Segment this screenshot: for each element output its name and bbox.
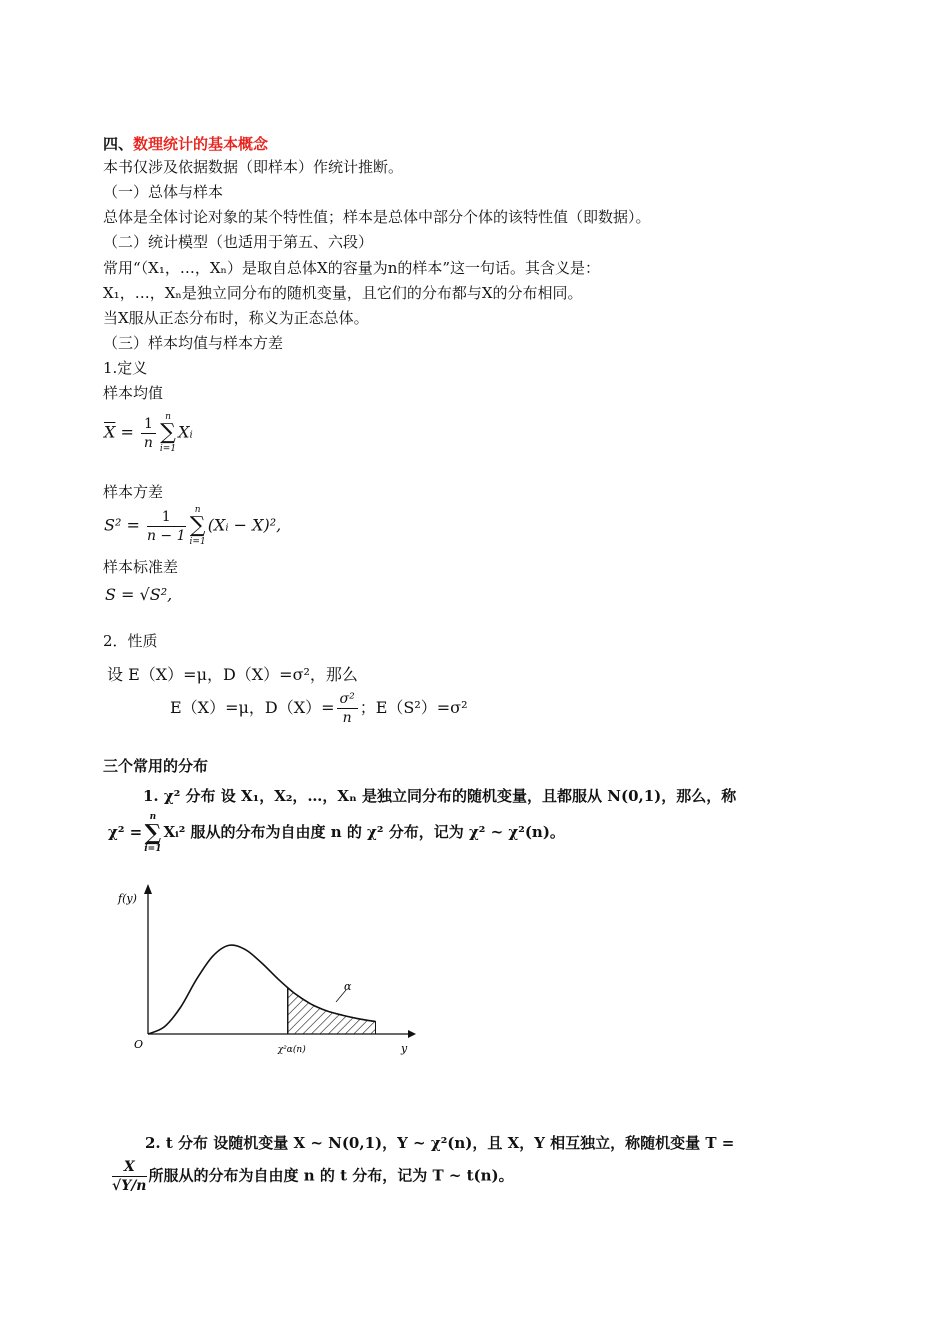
mean-sum <box>160 412 176 454</box>
t-distribution-line-2 <box>110 1158 514 1195</box>
var-sum-bot: i=1 <box>189 537 206 547</box>
text-line-sample-stddev: 样本标准差 <box>103 558 179 576</box>
var-term: (Xᵢ − X)², <box>207 515 282 535</box>
mean-fraction <box>141 415 156 452</box>
chi-lhs: χ² = <box>108 823 143 841</box>
sigma-icon: ∑ <box>144 820 162 846</box>
var-num: 1 <box>147 508 186 527</box>
quantile-label: χ²α(n) <box>277 1045 306 1055</box>
var-lhs: S² <box>104 515 122 535</box>
chi-square-density-chart <box>108 872 428 1062</box>
mean-num: 1 <box>141 415 156 434</box>
y-axis-label: f(y) <box>118 892 137 905</box>
alpha-label: α <box>344 980 352 993</box>
text-line-population-def: 总体是全体讨论对象的某个特性值；样本是总体中部分个体的该特性值（即数据）。 <box>103 208 651 226</box>
section-heading <box>103 133 268 155</box>
text-line-properties: 2．性质 <box>103 632 158 650</box>
x-axis-arrow-icon <box>408 1030 416 1038</box>
formula-property-result <box>170 690 468 727</box>
chi-sum <box>144 812 161 854</box>
var-fraction <box>147 508 186 545</box>
text-line-sample-variance: 样本方差 <box>103 483 164 501</box>
sigma-icon: ∑ <box>189 513 206 538</box>
text-line-definition: 1.定义 <box>103 359 148 377</box>
origin-label: O <box>134 1038 144 1051</box>
text-line-model-meaning: X₁，…，Xₙ是独立同分布的随机变量，且它们的分布都与X的分布相同。 <box>103 284 583 302</box>
chi-square-line-2 <box>108 812 565 854</box>
tail-area <box>288 987 376 1034</box>
formula-sample-stddev: S = √S², <box>105 585 173 604</box>
heading-title: 数理统计的基本概念 <box>133 135 269 153</box>
mean-sum-top: n <box>165 412 171 422</box>
text-line-mean-variance-heading: （三）样本均值与样本方差 <box>103 334 284 352</box>
mean-eq: = <box>120 422 134 442</box>
var-sum <box>190 505 206 547</box>
t-den: √Y/n <box>112 1178 147 1194</box>
chi-rest: Xᵢ² 服从的分布为自由度 n 的 χ² 分布，记为 χ² ~ χ²(n)。 <box>163 823 565 841</box>
chi-square-line-1: 1. χ² 分布 设 X₁，X₂，…，Xₙ 是独立同分布的随机变量，且都服从 N(0,1)，那么，称 <box>143 787 737 805</box>
distributions-heading: 三个常用的分布 <box>103 757 209 775</box>
text-line-model-heading: （二）统计模型（也适用于第五、六段） <box>103 233 374 251</box>
var-eq: = <box>126 515 140 535</box>
t-rest: 所服从的分布为自由度 n 的 t 分布，记为 T ~ t(n)。 <box>148 1166 514 1185</box>
text-line-intro: 本书仅涉及依据数据（即样本）作统计推断。 <box>103 158 404 176</box>
prop2-part-a: E（X）=μ，D（X）= <box>170 698 335 717</box>
t-distribution-line-1: 2. t 分布 设随机变量 X ~ N(0,1)，Y ~ χ²(n)，且 X，Y 相互独立，称随机变量 T = <box>145 1134 735 1152</box>
mean-lhs: $\overline{X}$ <box>104 422 116 442</box>
chi-sum-top: n <box>149 812 157 822</box>
prop2-den: n <box>342 710 352 726</box>
t-num: X <box>112 1158 147 1177</box>
text-line-model-sentence: 常用“（X₁，…，Xₙ）是取自总体X的容量为n的样本”这一句话。其含义是： <box>103 259 601 277</box>
x-axis-label: y <box>401 1042 408 1055</box>
t-fraction <box>112 1158 147 1195</box>
formula-property-given: 设 E（X）=μ，D（X）=σ²，那么 <box>107 665 358 684</box>
mean-den: n <box>143 434 153 451</box>
text-line-population-heading: （一）总体与样本 <box>103 183 224 201</box>
text-line-sample-mean: 样本均值 <box>103 384 164 402</box>
mean-term: Xᵢ <box>178 422 193 442</box>
var-sum-top: n <box>194 505 201 515</box>
var-den: n − 1 <box>146 527 186 544</box>
y-axis-arrow-icon <box>144 884 152 894</box>
prop2-part-b: ；E（S²）=σ² <box>359 698 468 717</box>
heading-prefix: 四、 <box>103 135 134 153</box>
mean-sum-bot: i=1 <box>159 444 177 454</box>
formula-sample-mean <box>104 412 193 454</box>
prop2-fraction <box>337 690 358 727</box>
prop2-num: σ² <box>337 690 358 709</box>
sigma-icon: ∑ <box>160 420 176 445</box>
formula-sample-variance <box>104 505 281 547</box>
text-line-normal-population: 当X服从正态分布时，称义为正态总体。 <box>103 309 369 327</box>
chi-sum-bot: i=1 <box>144 844 162 854</box>
